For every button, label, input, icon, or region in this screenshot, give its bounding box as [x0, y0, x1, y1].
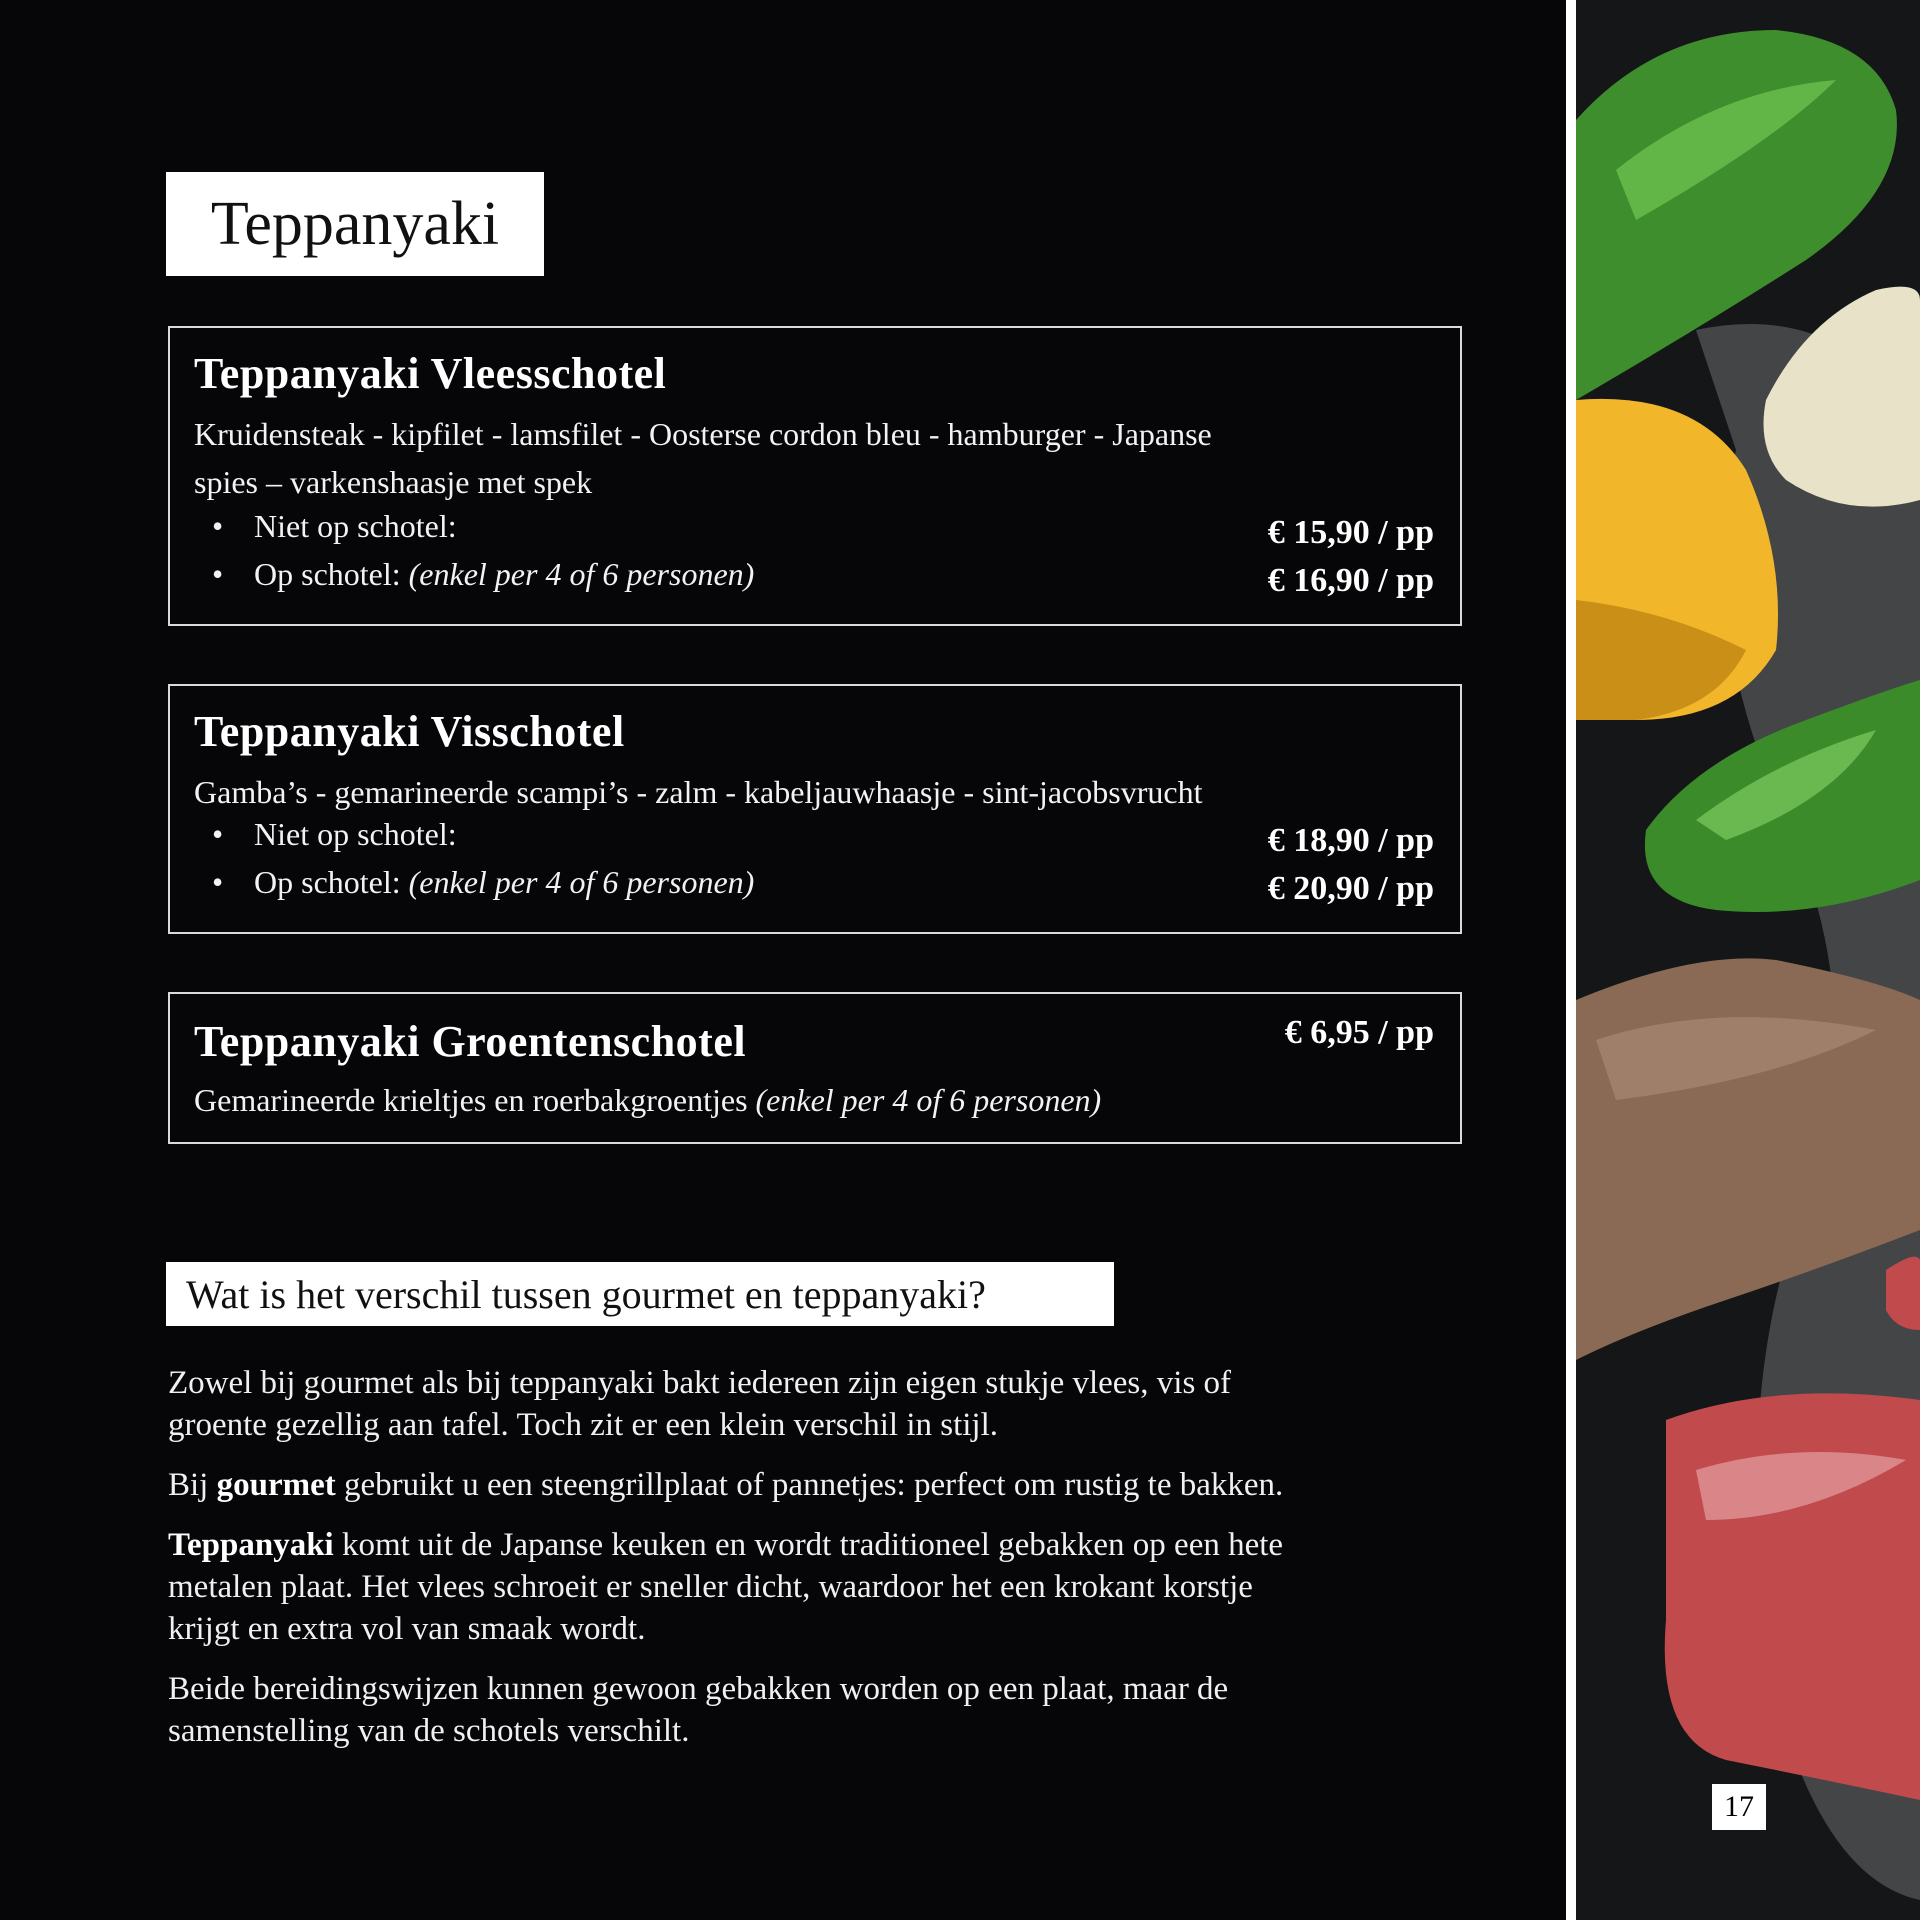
dish-title: Teppanyaki Vleesschotel	[194, 349, 667, 398]
option-note: (enkel per 4 of 6 personen)	[408, 864, 755, 900]
dish-title: Teppanyaki Visschotel	[194, 707, 625, 756]
dish-card-groenten	[168, 992, 1462, 1144]
teppanyaki-food-photo	[1576, 0, 1920, 1920]
price: € 18,90 / pp	[1267, 822, 1434, 859]
page-divider	[1566, 0, 1576, 1920]
dish-card-vlees	[168, 326, 1462, 626]
option-row: • Op schotel: (enkel per 4 of 6 personen)	[212, 864, 755, 900]
faq-paragraph-3: Teppanyaki komt uit de Japanse keuken en wordt traditioneel gebakken op een hete metalen plaat. Het vlees schroeit er sneller dicht, waardoor het een krokant korstje krijgt en extra vol van smaak wordt.	[168, 1527, 1284, 1647]
faq-paragraph-4: Beide bereidingswijzen kunnen gewoon gebakken worden op een plaat, maar de samenstelling van de schotels verschilt.	[168, 1671, 1229, 1749]
faq-question: Wat is het verschil tussen gourmet en teppanyaki?	[166, 1262, 1114, 1326]
dish-note: (enkel per 4 of 6 personen)	[755, 1082, 1102, 1118]
dish-description: Gamba’s - gemarineerde scampi’s - zalm - kabeljauwhaasje - sint-jacobsvrucht	[194, 774, 1203, 810]
option-row: • Op schotel: (enkel per 4 of 6 personen)	[212, 556, 755, 592]
dish-card-vis	[168, 684, 1462, 934]
faq-paragraph-1: Zowel bij gourmet als bij teppanyaki bakt iedereen zijn eigen stukje vlees, vis of groente gezellig aan tafel. Toch zit er een klein verschil in stijl.	[168, 1365, 1232, 1443]
bullet-icon: •	[212, 556, 224, 592]
price: € 15,90 / pp	[1267, 514, 1434, 551]
option-note: (enkel per 4 of 6 personen)	[408, 556, 755, 592]
dish-title: Teppanyaki Groentenschotel	[194, 1017, 747, 1066]
dish-description: Kruidensteak - kipfilet - lamsfilet - Oosterse cordon bleu - hamburger - Japanse spies – varkenshaasje met spek	[194, 416, 1212, 500]
faq-paragraph-2: Bij gourmet gebruikt u een steengrillplaat of pannetjes: perfect om rustig te bakken.	[168, 1467, 1284, 1503]
page-number: 17	[1712, 1784, 1766, 1830]
dish-description: Gemarineerde krieltjes en roerbakgroentjes (enkel per 4 of 6 personen)	[194, 1082, 1102, 1118]
price: € 20,90 / pp	[1267, 870, 1434, 907]
bullet-icon: •	[212, 864, 224, 900]
option-row: • Niet op schotel:	[212, 508, 457, 544]
page-title: Teppanyaki	[166, 172, 544, 276]
price: € 6,95 / pp	[1284, 1014, 1434, 1051]
price: € 16,90 / pp	[1267, 562, 1434, 599]
food-illustration	[1576, 0, 1920, 1920]
bullet-icon: •	[212, 508, 224, 544]
bullet-icon: •	[212, 816, 224, 852]
option-row: • Niet op schotel:	[212, 816, 457, 852]
